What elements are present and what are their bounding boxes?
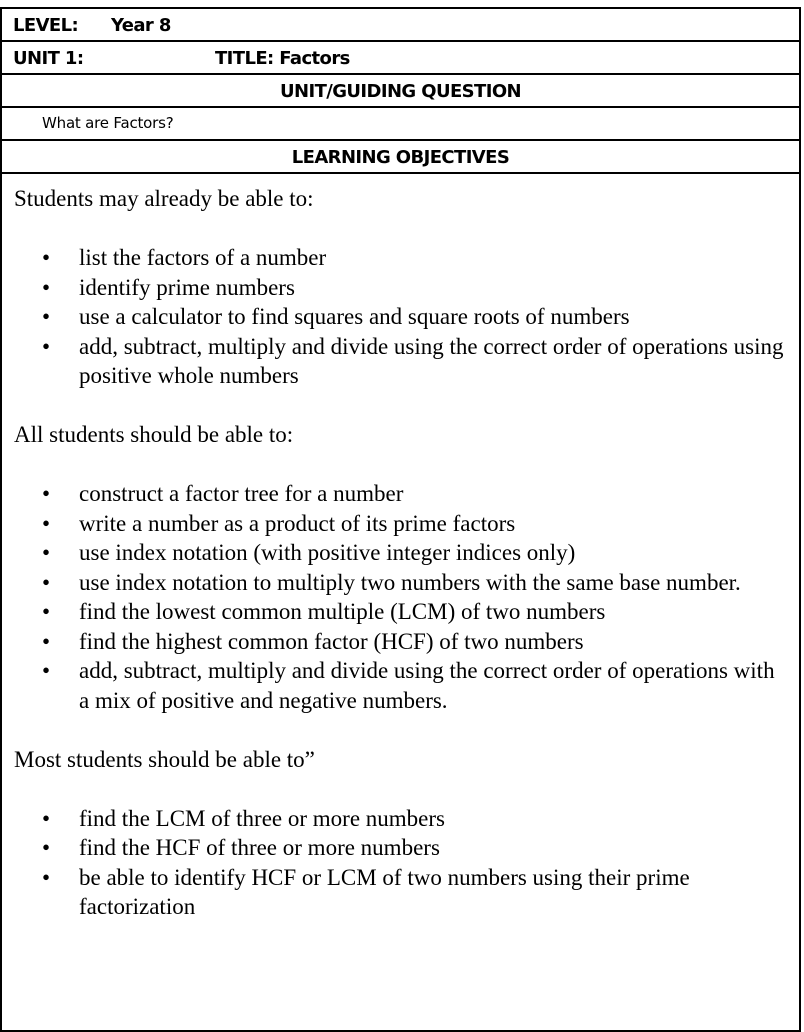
section-most-students-intro: Most students should be able to” — [14, 746, 315, 772]
bullet-icon: • — [42, 510, 51, 536]
guiding-question-row — [2, 108, 799, 141]
list-item: • add, subtract, multiply and divide using the correct order of operations using positive whole numbers — [42, 333, 784, 388]
list-item: • be able to identify HCF or LCM of two numbers using their prime factorization — [42, 864, 690, 919]
list-item: • find the highest common factor (HCF) of two numbers — [2, 627, 799, 657]
bullet-icon: • — [42, 599, 51, 624]
level-label: LEVEL: — [13, 15, 79, 36]
list-item: • use a calculator to find squares and square roots of numbers — [2, 302, 799, 332]
unit-label: UNIT 1: — [13, 48, 84, 69]
bullet-icon: • — [42, 864, 51, 890]
section-may-already-intro: Students may already be able to: — [14, 186, 314, 211]
section-all-students-list — [2, 479, 799, 715]
guiding-question-heading: UNIT/GUIDING QUESTION — [280, 81, 521, 102]
section-may-already-list — [2, 243, 799, 391]
unit-plan-document — [0, 7, 801, 1032]
list-item: • find the LCM of three or more numbers — [2, 804, 799, 834]
level-row — [2, 9, 799, 42]
section-most-students-list — [2, 804, 799, 922]
bullet-icon: • — [42, 481, 51, 506]
level-value: Year 8 — [111, 15, 171, 36]
bullet-icon: • — [42, 274, 51, 300]
bullet-icon: • — [42, 835, 51, 860]
list-item: • use index notation to multiply two numbers with the same base number. — [2, 568, 799, 598]
list-item: • write a number as a product of its prime factors — [2, 509, 799, 539]
guiding-question-heading-row — [2, 75, 799, 108]
bullet-icon: • — [42, 569, 51, 595]
learning-objectives-heading-row — [2, 141, 799, 174]
list-item: • identify prime numbers — [2, 273, 799, 303]
unit-title: TITLE: Factors — [215, 48, 350, 69]
bullet-icon: • — [42, 245, 51, 270]
learning-objectives-heading: LEARNING OBJECTIVES — [291, 147, 510, 168]
section-all-students-intro: All students should be able to: — [14, 422, 294, 447]
list-item: • find the HCF of three or more numbers — [2, 833, 799, 863]
bullet-icon: • — [42, 658, 51, 683]
list-item: • find the lowest common multiple (LCM) of two numbers — [2, 597, 799, 627]
list-item: • add, subtract, multiply and divide using the correct order of operations with a mix of positive and negative numbers. — [42, 658, 775, 713]
bullet-icon: • — [42, 304, 51, 329]
unit-row — [2, 42, 799, 75]
bullet-icon: • — [42, 333, 51, 359]
guiding-question-text: What are Factors? — [42, 114, 174, 132]
bullet-icon: • — [42, 628, 51, 654]
list-item: • list the factors of a number — [2, 243, 799, 273]
list-item: • use index notation (with positive integer indices only) — [2, 538, 799, 568]
bullet-icon: • — [42, 540, 51, 565]
list-item: • construct a factor tree for a number — [2, 479, 799, 509]
bullet-icon: • — [42, 805, 51, 831]
learning-objectives-body — [2, 184, 799, 1032]
